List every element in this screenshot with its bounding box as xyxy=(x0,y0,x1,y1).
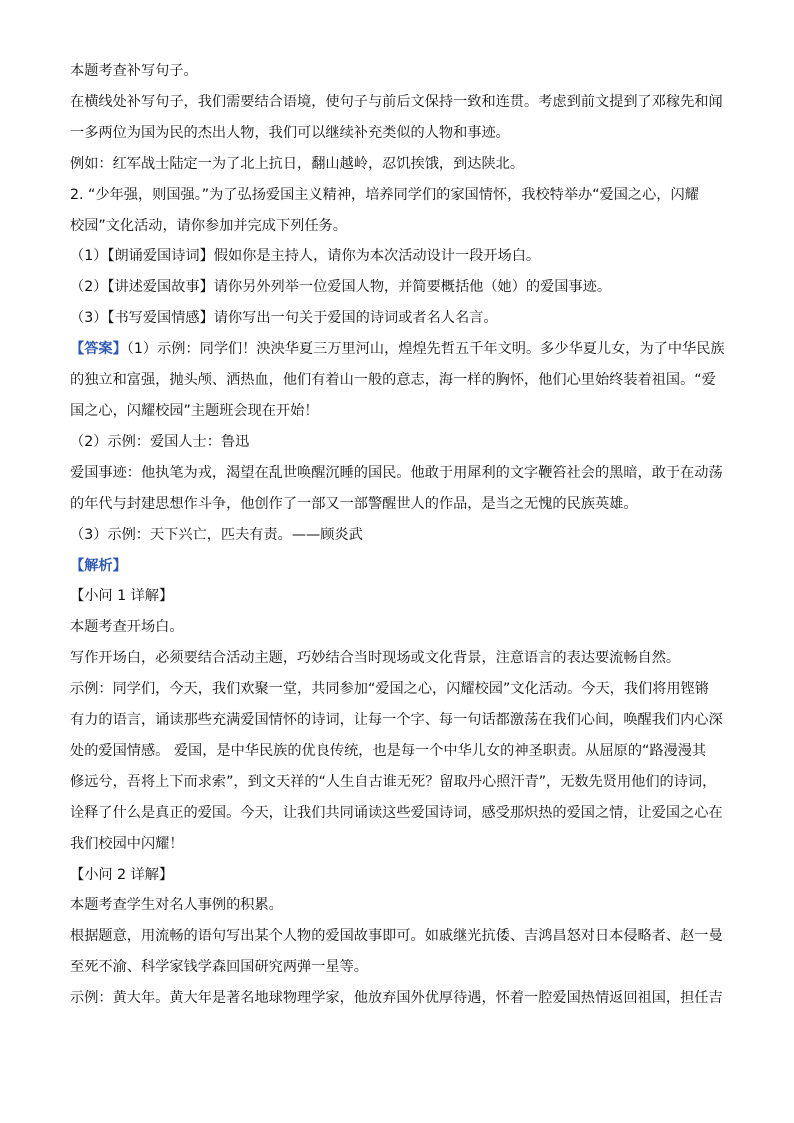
document-page xyxy=(70,56,730,1014)
text-line: 本题考查学生对名人事例的积累。 xyxy=(70,897,283,914)
text-line: 修远兮，吾将上下而求索”，到文天祥的“人生自古谁无死？留取丹心照汗青”，无数先贤用他们的诗词， xyxy=(70,773,717,790)
section-heading: 【小问 1 详解】 xyxy=(70,588,174,605)
question-text: 校园”文化活动，请你参加并完成下列任务。 xyxy=(70,217,347,234)
text-line: 写作开场白，必须要结合活动主题，巧妙结合当时现场或文化背景，注意语言的表达要流畅自然。 xyxy=(70,650,681,667)
answer-tag: 【答案】 xyxy=(70,341,127,358)
text-line: 示例：同学们，今天，我们欢聚一堂，共同参加“爱国之心，闪耀校园”文化活动。今天，我们将用铿锵 xyxy=(70,681,709,698)
text-line: 有力的语言，诵读那些充满爱国情怀的诗词，让每一个字、每一句话都激荡在我们心间，唤醒我们内心深 xyxy=(70,712,723,729)
analysis-tag: 【解析】 xyxy=(70,557,127,574)
text-line: 一多两位为国为民的杰出人物，我们可以继续补充类似的人物和事迹。 xyxy=(70,124,510,141)
section-heading: 【小问 2 详解】 xyxy=(70,866,174,883)
text-line: （3）示例：天下兴亡，匹夫有责。——顾炎武 xyxy=(70,526,363,543)
text-line: 本题考查开场白。 xyxy=(70,619,184,636)
task-item-1: （1）【朗诵爱国诗词】假如你是主持人，请你为本次活动设计一段开场白。 xyxy=(70,248,541,265)
text-line: 至死不渝、科学家钱学森回国研究两弹一星等。 xyxy=(70,959,368,976)
text-line: 处的爱国情感。 爱国，是中华民族的优良传统，也是每一个中华儿女的神圣职责。从屈原的“路漫漫其 xyxy=(70,742,707,759)
text-line: 诠释了什么是真正的爱国。今天，让我们共同诵读这些爱国诗词，感受那炽热的爱国之情，让爱国之心在 xyxy=(70,804,723,821)
text-line: 国之心，闪耀校园”主题班会现在开始！ xyxy=(70,402,319,419)
answer-line xyxy=(70,334,730,365)
text-line: 在横线处补写句子，我们需要结合语境，使句子与前后文保持一致和连贯。考虑到前文提到了邓稼先和闻 xyxy=(70,93,723,110)
answer-text: （1）示例：同学们！泱泱华夏三万里河山，煌煌先哲五千年文明。多少华夏儿女，为了中华民族 xyxy=(126,341,725,358)
text-line: 的年代与封建思想作斗争，他创作了一部又一部警醒世人的作品，是当之无愧的民族英雄。 xyxy=(70,495,638,512)
text-line: 示例：黄大年。黄大年是著名地球物理学家，他放弃国外优厚待遇，怀着一腔爱国热情返回祖国，担任吉 xyxy=(70,990,723,1007)
text-line: 本题考查补写句子。 xyxy=(70,63,198,79)
text-line: 爱国事迹：他执笔为戎，渴望在乱世唤醒沉睡的国民。他敢于用犀利的文字鞭笞社会的黑暗，敢于在动荡 xyxy=(70,464,723,481)
question-text: 2. “少年强，则国强。”为了弘扬爱国主义精神，培养同学们的家国情怀，我校特举办“爱国之心，闪耀 xyxy=(70,186,699,203)
analysis-line xyxy=(70,551,730,582)
task-item-3: （3）【书写爱国情感】请你写出一句关于爱国的诗词或者名人名言。 xyxy=(70,310,498,327)
text-line: 根据题意，用流畅的语句写出某个人物的爱国故事即可。如戚继光抗倭、吉鸿昌怒对日本侵略者、赵一曼 xyxy=(70,928,723,945)
text-line: 例如：红军战士陆定一为了北上抗日，翻山越岭，忍饥挨饿，到达陕北。 xyxy=(70,155,525,172)
text-line: 的独立和富强，抛头颅、洒热血，他们有着山一般的意志，海一样的胸怀，他们心里始终装着祖国。“爱 xyxy=(70,372,716,389)
text-line: 我们校园中闪耀！ xyxy=(70,835,184,852)
task-item-2: （2）【讲述爱国故事】请你另外列举一位爱国人物，并简要概括他（她）的爱国事迹。 xyxy=(70,279,612,296)
text-line: （2）示例：爱国人士：鲁迅 xyxy=(70,433,250,450)
